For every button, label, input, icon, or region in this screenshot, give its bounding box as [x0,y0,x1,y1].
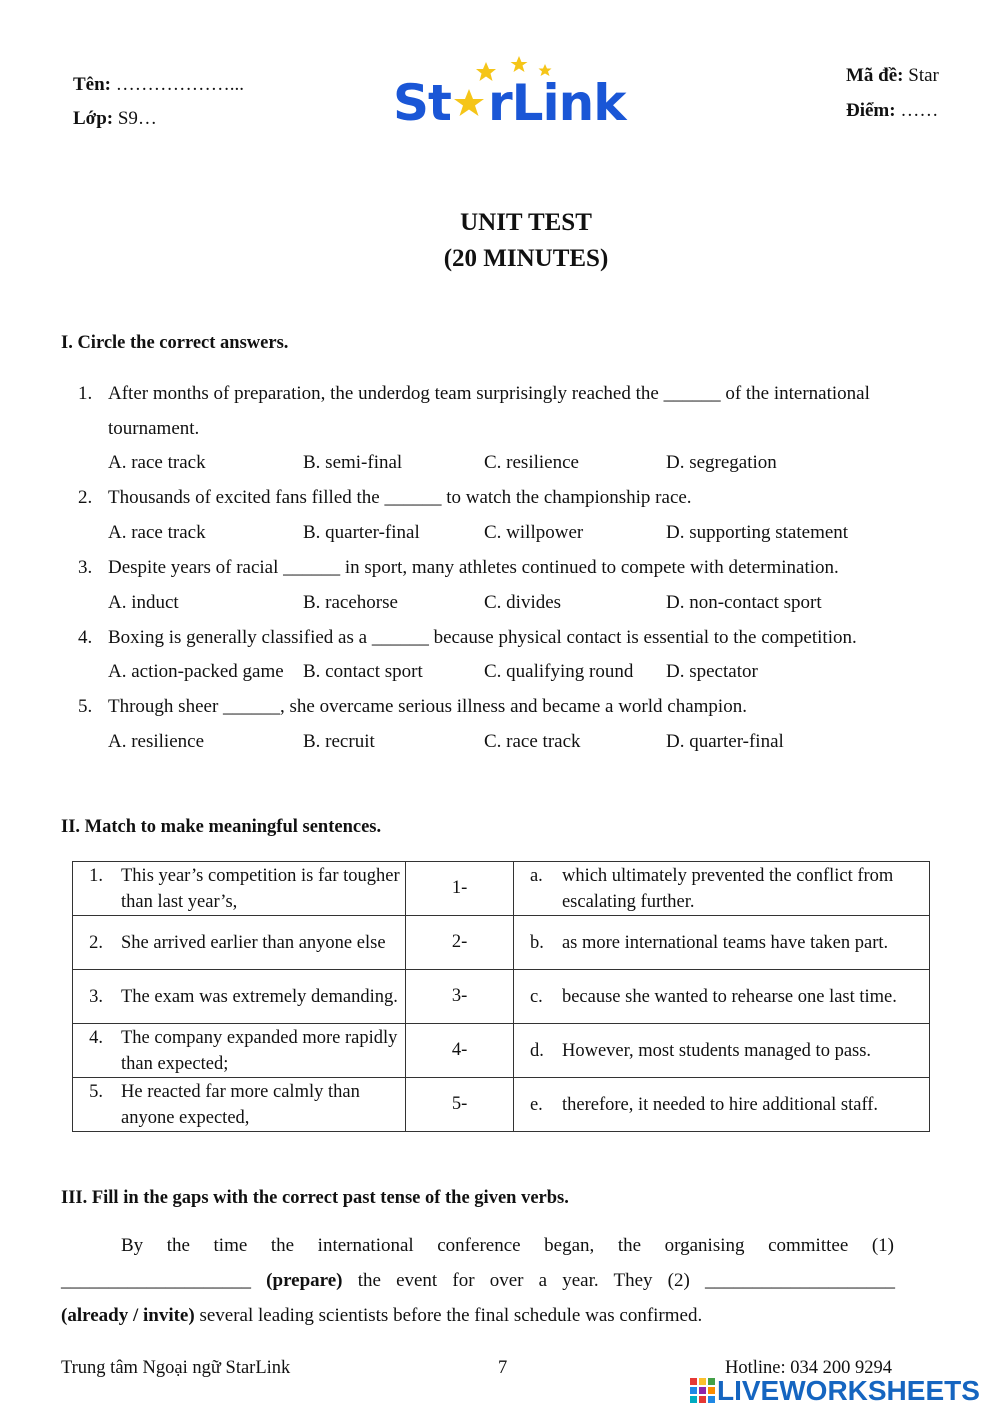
class-field [73,108,157,130]
option-c[interactable]: C. race track [484,731,581,752]
score-label: Điểm: [846,100,896,121]
question-number: 2. [78,487,93,508]
section3-heading: III. Fill in the gaps with the correct past tense of the given verbs. [61,1188,569,1208]
option-a[interactable]: A. race track [108,452,206,473]
question-text: Boxing is generally classified as a ______ because physical contact is essential to the competition. [108,627,857,648]
blank-1[interactable]: ____________________ [61,1270,251,1291]
option-d[interactable]: D. segregation [666,452,777,473]
table-row [73,1024,930,1078]
class-label: Lớp: [73,108,114,129]
starlink-logo [393,54,638,134]
gap-fill-line-3 [61,1298,895,1333]
option-a[interactable]: A. resilience [108,731,205,752]
right-clause: therefore, it needed to hire additional staff. [561,1094,879,1115]
table-row [73,1078,930,1132]
question-text: Thousands of excited fans filled the ______ to watch the championship race. [108,487,692,508]
right-clause: However, most students managed to pass. [561,1040,872,1061]
answer-cell[interactable]: 2- [406,916,514,970]
answer-cell[interactable]: 4- [406,1024,514,1078]
section2-heading: II. Match to make meaningful sentences. [61,817,382,837]
name-field [73,74,244,96]
page-number: 7 [498,1358,508,1378]
verb-1: (prepare) [266,1270,343,1291]
question-1-options [0,452,1000,474]
left-clause: She arrived earlier than anyone else [121,932,386,953]
question-number: 4. [78,627,93,648]
answer-cell[interactable]: 1- [406,862,514,916]
question-5 [78,696,938,718]
question-3-options [0,592,1000,614]
left-number: 5. [89,1081,103,1102]
question-3 [78,557,938,579]
left-clause: The company expanded more rapidly than expected; [121,1027,398,1074]
score-field [846,100,938,122]
left-clause: The exam was extremely demanding. [121,986,398,1007]
table-row [73,862,930,916]
left-clause: This year’s competition is far tougher than last year’s, [121,865,400,912]
code-label: Mã đề: [846,65,904,86]
option-a[interactable]: A. induct [108,592,179,613]
option-b[interactable]: B. quarter-final [303,522,420,543]
gap-fill-end: several leading scientists before the final schedule was confirmed. [194,1305,703,1326]
right-letter: e. [529,1094,543,1115]
question-text: After months of preparation, the underdog team surprisingly reached the ______ of the international [108,383,870,404]
option-d[interactable]: D. non-contact sport [666,592,822,613]
question-5-options [0,731,1000,753]
gap-fill-line-1: By the time the international conference began, the organising committee (1) [121,1235,894,1256]
option-a[interactable]: A. race track [108,522,206,543]
question-2 [78,487,938,509]
class-value: S9… [113,108,157,129]
question-2-options [0,522,1000,544]
logo-text-left: St [393,74,451,132]
question-text: Through sheer ______, she overcame serious illness and became a world champion. [108,696,747,717]
watermark-text: LIVEWORKSHEETS [717,1375,980,1406]
option-c[interactable]: C. qualifying round [484,661,634,682]
liveworksheets-watermark [690,1375,990,1407]
question-1 [78,383,938,405]
verb-2: (already / invite) [61,1305,195,1326]
left-number: 3. [89,986,103,1007]
code-value: Star [903,65,939,86]
name-label: Tên: [73,74,111,95]
right-letter: c. [529,986,543,1007]
blank-2[interactable]: ____________________ [705,1270,895,1291]
option-a[interactable]: A. action-packed game [108,661,284,682]
score-value: …… [895,100,939,121]
question-number: 5. [78,696,93,717]
right-letter: b. [529,932,544,953]
option-d[interactable]: D. quarter-final [666,731,784,752]
hotline: Hotline: 034 200 9294 [725,1358,893,1378]
option-b[interactable]: B. semi-final [303,452,403,473]
question-1-continued: tournament. [108,418,200,439]
matching-table [72,861,930,1132]
question-4-options [0,661,1000,683]
option-c[interactable]: C. resilience [484,452,579,473]
logo-text-right: rLink [488,74,626,132]
question-4 [78,627,938,649]
right-letter: a. [529,865,543,886]
question-number: 3. [78,557,93,578]
page-subtitle: (20 MINUTES) [443,245,609,272]
option-b[interactable]: B. racehorse [303,592,398,613]
right-clause: which ultimately prevented the conflict from escalating further. [561,865,894,912]
left-clause: He reacted far more calmly than anyone expected, [121,1081,360,1128]
gap-fill-line-2 [61,1263,895,1298]
option-c[interactable]: C. willpower [484,522,584,543]
table-row [73,970,930,1024]
right-clause: because she wanted to rehearse one last time. [561,986,897,1007]
table-row [73,916,930,970]
option-b[interactable]: B. recruit [303,731,375,752]
option-d[interactable]: D. supporting statement [666,522,849,543]
question-number: 1. [78,383,93,404]
gap-fill-middle: the event for over a year. They (2) [357,1270,705,1291]
option-c[interactable]: C. divides [484,592,562,613]
question-text: Despite years of racial ______ in sport, many athletes continued to compete with determination. [108,557,839,578]
name-value: ………………... [111,74,244,95]
option-d[interactable]: D. spectator [666,661,758,682]
right-clause: as more international teams have taken part. [561,932,889,953]
left-number: 1. [89,865,103,886]
left-number: 4. [89,1027,103,1048]
liveworksheets-icon [690,1378,716,1404]
left-number: 2. [89,932,103,953]
answer-cell[interactable]: 3- [406,970,514,1024]
footer-center-name: Trung tâm Ngoại ngữ StarLink [61,1358,291,1378]
answer-cell[interactable]: 5- [406,1078,514,1132]
code-field [846,65,939,87]
option-b[interactable]: B. contact sport [303,661,423,682]
right-letter: d. [529,1040,544,1061]
section1-heading: I. Circle the correct answers. [61,333,289,353]
page-title: UNIT TEST [460,209,592,236]
